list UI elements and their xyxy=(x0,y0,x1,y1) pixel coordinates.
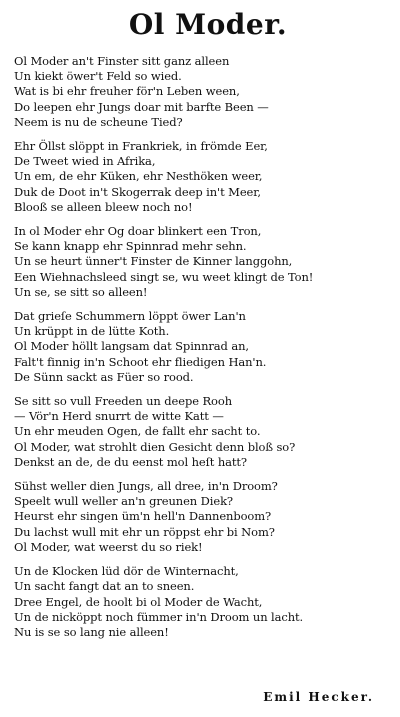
verse-line: Un kiekt öwer't Feld so wied. xyxy=(14,69,182,84)
verse-line: Un sacht fangt dat an to sneen. xyxy=(14,579,195,594)
verse-line: Duk de Doot in't Skogerrak deep in't Meer, xyxy=(14,184,261,199)
author-signature: Emil Hecker. xyxy=(263,690,374,704)
verse-line: Heurst ehr singen üm'n hell'n Dannenboom? xyxy=(14,509,272,524)
verse-line: Wat is bi ehr freuher för'n Leben ween, xyxy=(14,84,240,99)
stanza-2 xyxy=(14,139,394,215)
verse-line: De Sünn sackt as Füer so rood. xyxy=(14,369,194,384)
verse-line: Een Wiehnachsleed singt se, wu weet klingt de Ton! xyxy=(14,269,314,284)
stanza-7 xyxy=(14,564,394,640)
verse-line: Dree Engel, de hoolt bi ol Moder de Wacht, xyxy=(14,594,263,609)
verse-line: Du lachst wull mit ehr un röppst ehr bi Nom? xyxy=(14,524,275,539)
verse-line: Se sitt so vull Freeden un deepe Rooh xyxy=(14,394,233,409)
verse-line: Denkst an de, de du eenst mol heſt hatt? xyxy=(14,454,247,469)
verse-line: Un se, se sitt so alleen! xyxy=(14,284,148,299)
verse-line: Ehr Öllst slöppt in Frankriek, in frömde Eer, xyxy=(14,139,268,154)
stanza-6 xyxy=(14,479,394,555)
verse-line: Un krüppt in de lütte Koth. xyxy=(14,324,170,339)
verse-line: Falt't finnig in'n Schoot ehr fliedigen Han'n. xyxy=(14,354,267,369)
verse-line: Do leepen ehr Jungs doar mit barfte Been — xyxy=(14,99,269,114)
verse-line: De Tweet wied in Afrika, xyxy=(14,154,156,169)
verse-line: Dat grieſe Schummern löppt öwer Lan'n xyxy=(14,309,246,324)
stanza-4 xyxy=(14,309,394,385)
verse-line: Ol Moder an't Finster sitt ganz alleen xyxy=(14,54,230,68)
verse-line: Ol Moder, wat weerst du so riek! xyxy=(14,539,203,554)
verse-line: Un de nicköppt noch fümmer in'n Droom un lacht. xyxy=(14,609,304,624)
verse-line: Un em, de ehr Küken, ehr Nesthöken weer, xyxy=(14,169,263,184)
verse-line: Un se heurt ünner't Finster de Kinner langgohn, xyxy=(14,254,293,269)
verse-line: Ol Moder höllt langsam dat Spinnrad an, xyxy=(14,339,249,354)
poem-title: Ol Moder. xyxy=(128,8,288,41)
verse-line: Un de Klocken lüd dör de Winternacht, xyxy=(14,564,239,579)
verse-line: Sühst weller dien Jungs, all dree, in'n Droom? xyxy=(14,479,278,494)
stanza-5 xyxy=(14,394,394,470)
stanza-1 xyxy=(14,54,394,130)
verse-line: Blooß se alleen bleew noch no! xyxy=(14,199,193,214)
verse-line: Ol Moder, wat strohlt dien Gesicht denn bloß so? xyxy=(14,439,296,454)
stanza-3 xyxy=(14,224,394,300)
verse-line: — Vör'n Herd snurrt de witte Katt — xyxy=(14,409,224,424)
verse-line: Neem is nu de scheune Tied? xyxy=(14,114,183,129)
verse-line: In ol Moder ehr Og doar blinkert een Tron, xyxy=(14,224,262,239)
verse-line: Speelt wull weller an'n greunen Diek? xyxy=(14,494,234,509)
verse-line: Se kann knapp ehr Spinnrad mehr sehn. xyxy=(14,239,247,254)
verse-line: Un ehr meuden Ogen, de fallt ehr sacht to. xyxy=(14,424,261,439)
verse-line: Nu is se so lang nie alleen! xyxy=(14,624,169,639)
